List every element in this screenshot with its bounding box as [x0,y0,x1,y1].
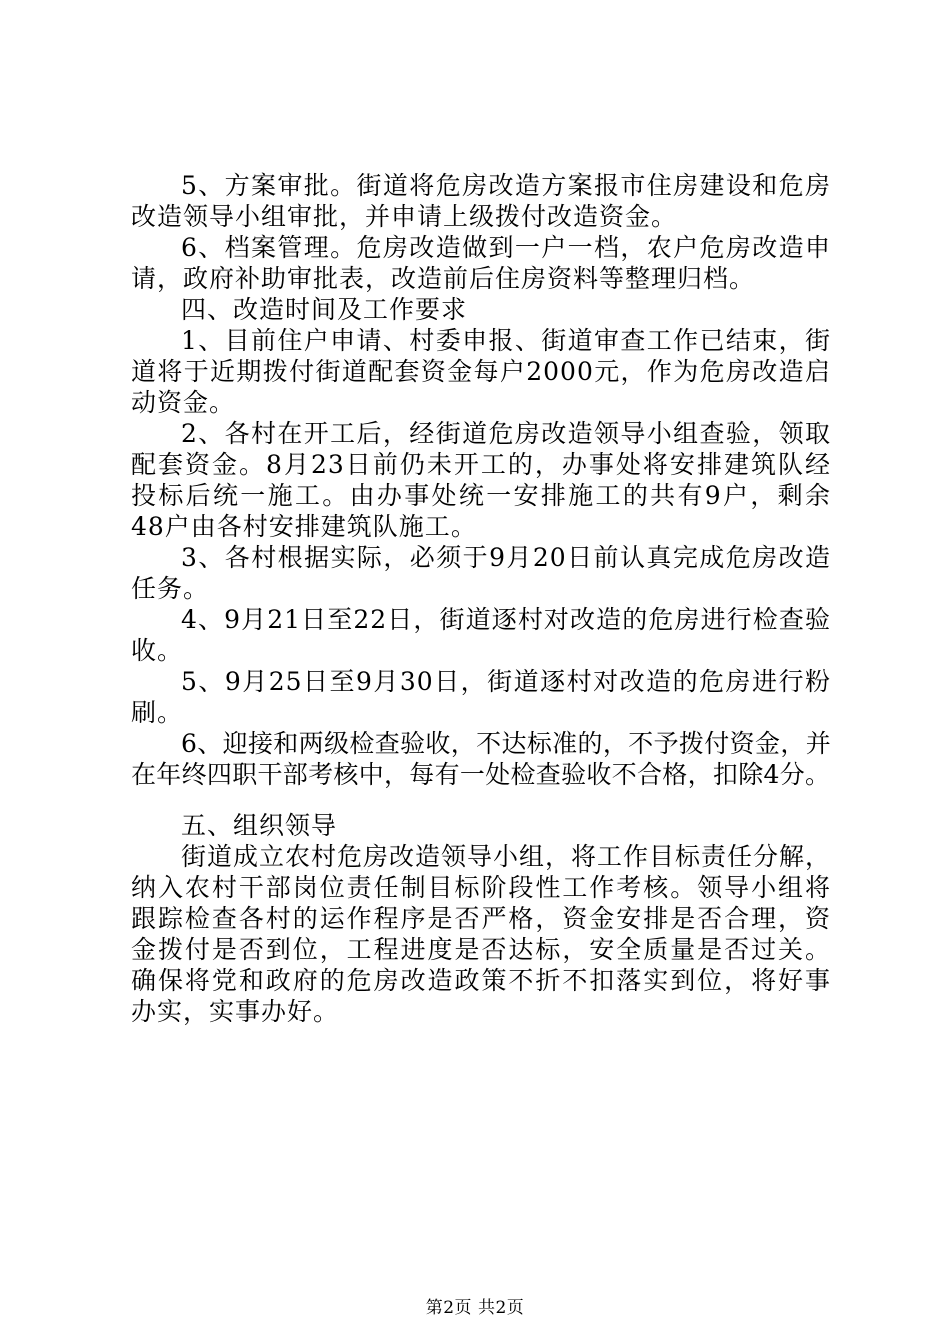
section-heading-leadership: 五、组织领导 [181,811,338,840]
paragraph-schedule-item-3: 3、各村根据实际，必须于9月20日前认真完成危房改造任务。 [131,543,831,603]
page-footer: 第2页 共2页 [425,1298,525,1318]
paragraph-leadership: 街道成立农村危房改造领导小组，将工作目标责任分解，纳入农村干部岗位责任制目标阶段性工作考核。领导小组将跟踪检查各村的运作程序是否严格，资金安排是否合理，资金拨付是否到位，工程进度是否达标，安全质量是否过关。确保将党和政府的危房改造政策不折不扣落实到位，将好事办实，实事办好。 [131,842,832,1026]
paragraph-schedule-item-5: 5、9月25日至9月30日，街道逐村对改造的危房进行粉刷。 [131,667,831,727]
paragraph-schedule-item-4: 4、9月21日至22日，街道逐村对改造的危房进行检查验收。 [131,605,831,665]
paragraph-schedule-item-2: 2、各村在开工后，经街道危房改造领导小组查验，领取配套资金。8月23日前仍未开工的，办事处将安排建筑队经投标后统一施工。由办事处统一安排施工的共有9户，剩余48户由各村安排建筑队施工。 [131,419,831,541]
paragraph-schedule-item-6: 6、迎接和两级检查验收，不达标准的，不予拨付资金，并在年终四职干部考核中，每有一处检查验收不合格，扣除4分。 [131,729,831,789]
paragraph-plan-approval: 5、方案审批。街道将危房改造方案报市住房建设和危房改造领导小组审批，并申请上级拨付改造资金。 [131,171,831,231]
paragraph-schedule-item-1: 1、目前住户申请、村委申报、街道审查工作已结束，街道将于近期拨付街道配套资金每户2000元，作为危房改造启动资金。 [131,326,831,417]
document-body [131,170,831,1027]
paragraph-archive-management: 6、档案管理。危房改造做到一户一档，农户危房改造申请，政府补助审批表，改造前后住房资料等整理归档。 [131,233,831,293]
section-heading-schedule: 四、改造时间及工作要求 [181,295,468,324]
